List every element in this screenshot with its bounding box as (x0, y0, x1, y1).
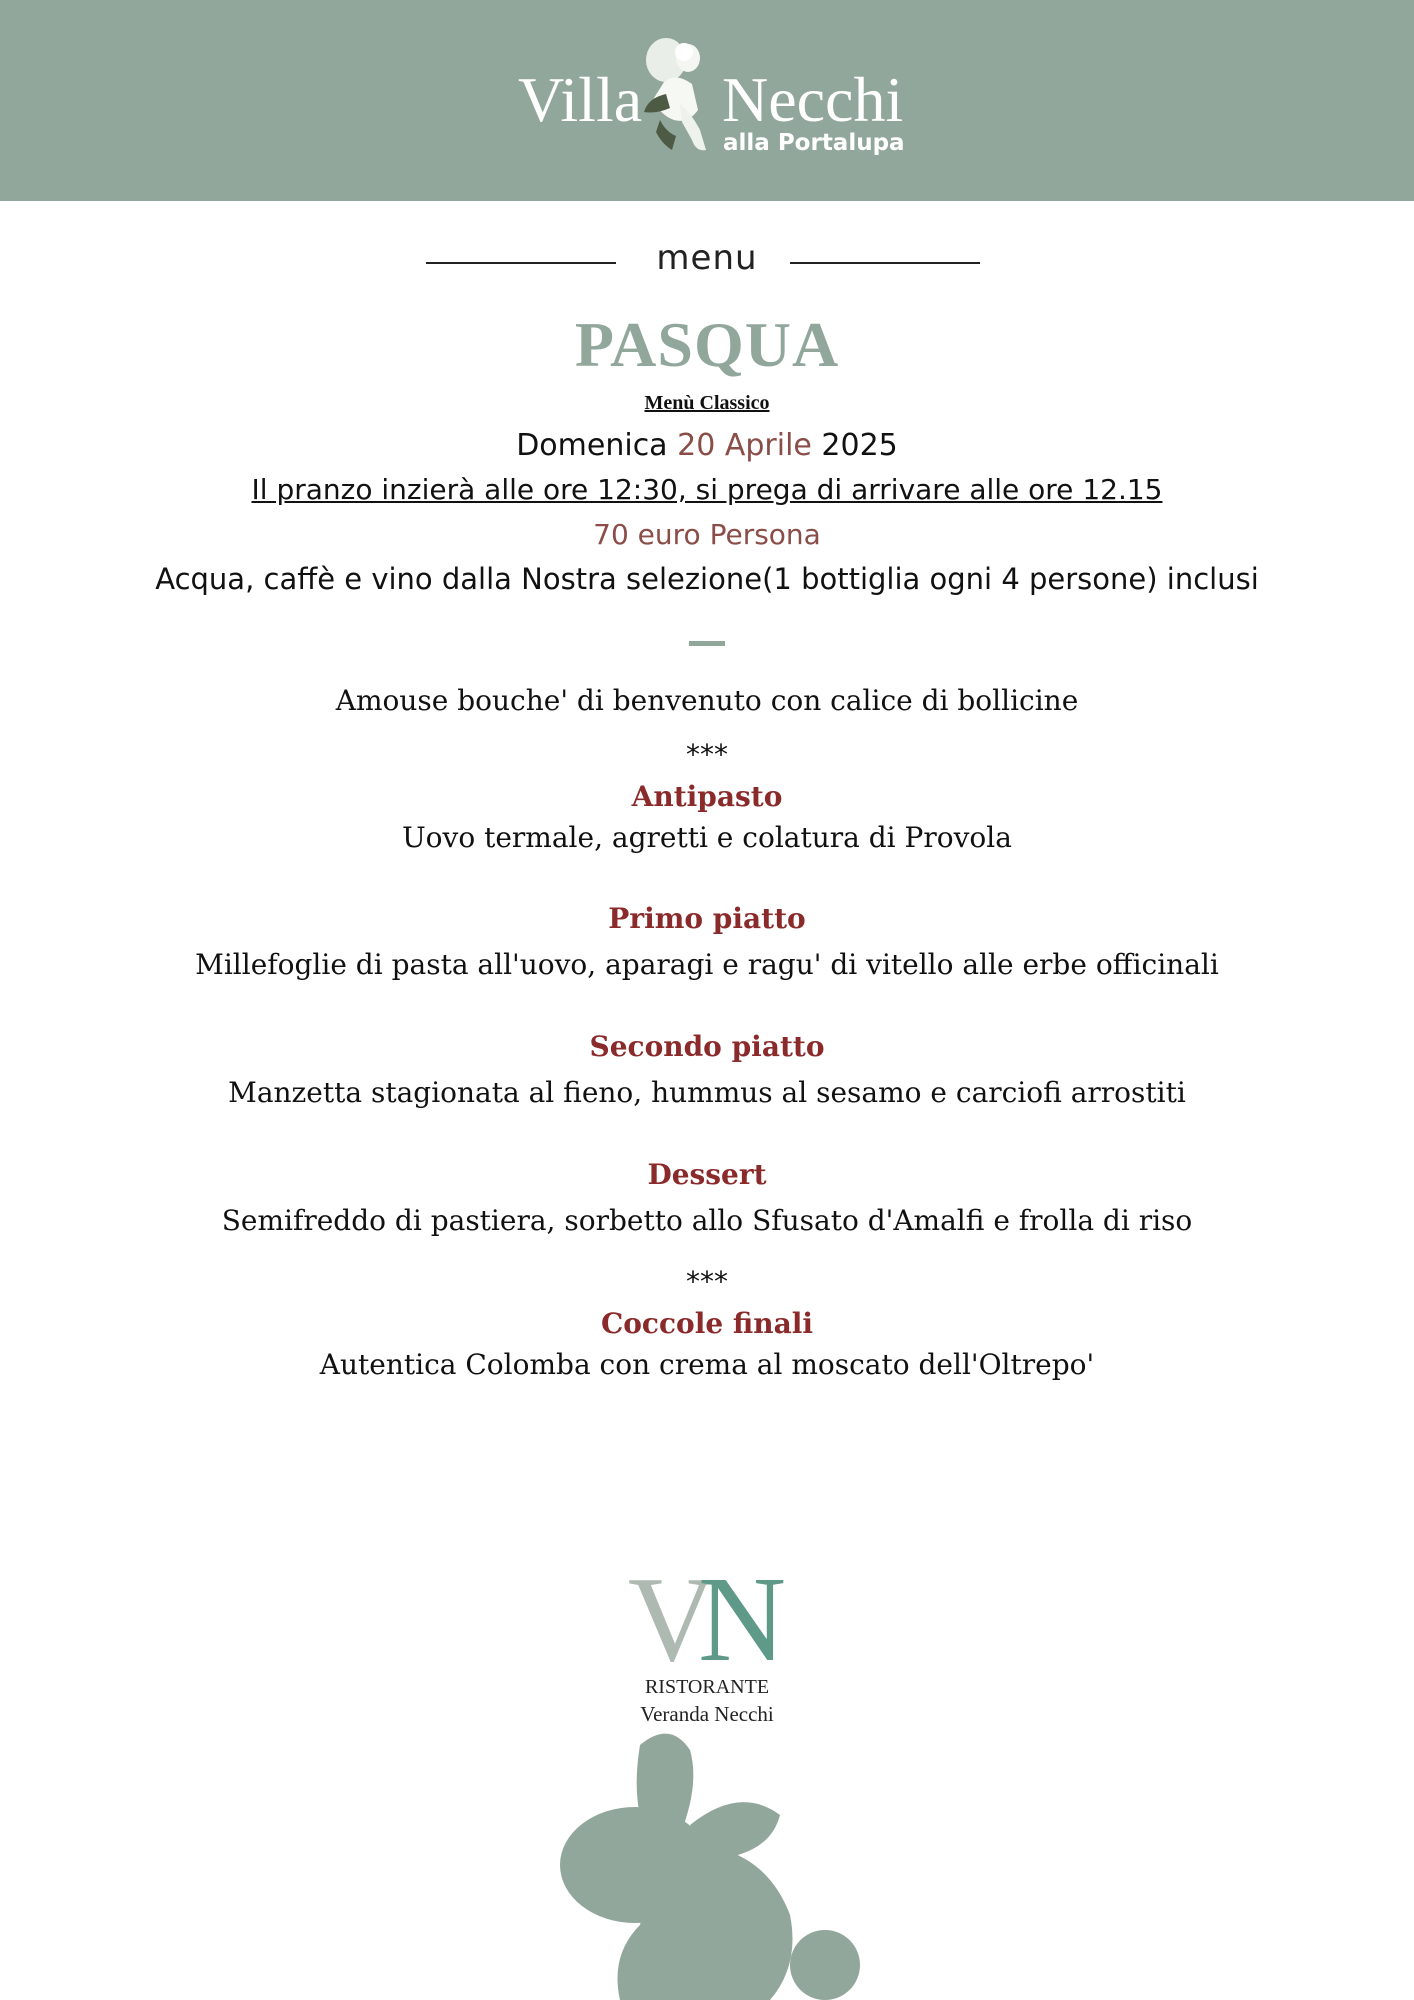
separator-stars: *** (686, 738, 728, 771)
menu-label: menu (656, 238, 758, 278)
restaurant-name: Veranda Necchi (640, 1702, 774, 1726)
time-note: Il pranzo inzierà alle ore 12:30, si prega di arrivare alle ore 12.15 (251, 473, 1163, 506)
inclusions: Acqua, caffè e vino dalla Nostra selezione(1 bottiglia ogni 4 persone) inclusi (155, 562, 1259, 596)
course-dish: Uovo termale, agretti e colatura di Provola (402, 821, 1012, 854)
monogram-v: V (627, 1552, 716, 1687)
bunny-icon (540, 1725, 870, 2000)
villa-necchi-logo (0, 32, 1414, 162)
course-dish: Semifreddo di pastiera, sorbetto allo Sfusato d'Amalfi e frolla di riso (221, 1204, 1193, 1237)
course-dish: Autentica Colomba con crema al moscato dell'Oltrepo' (319, 1348, 1095, 1381)
cherub-icon (636, 32, 718, 157)
course-category: Secondo piatto (589, 1030, 825, 1063)
course-dish: Manzetta stagionata al fieno, hummus al sesamo e carciofi arrostiti (228, 1076, 1186, 1109)
date-day: Domenica (516, 428, 668, 463)
course-category: Primo piatto (608, 902, 806, 935)
welcome-item: Amouse bouche' di benvenuto con calice di bollicine (335, 684, 1079, 717)
logo-text-villa: Villa (518, 64, 643, 135)
course-category: Dessert (647, 1158, 767, 1191)
course-category: Antipasto (631, 780, 783, 813)
menu-subtitle: Menù Classico (644, 392, 770, 414)
logo-text-necchi: Necchi (722, 64, 904, 135)
separator-stars: *** (686, 1265, 728, 1298)
divider-dash (689, 641, 725, 646)
course-category: Coccole finali (600, 1307, 814, 1340)
price: 70 euro Persona (593, 518, 821, 551)
date-day-month: 20 Aprile (677, 428, 812, 463)
course-dish: Millefoglie di pasta all'uovo, aparagi e ragu' di vitello alle erbe officinali (195, 948, 1219, 981)
menu-rule-right (790, 262, 980, 264)
monogram-n: N (698, 1552, 787, 1687)
header-banner (0, 0, 1414, 201)
restaurant-label: RISTORANTE (644, 1676, 770, 1698)
logo-subtext: alla Portalupa (723, 130, 905, 156)
page-title: PASQUA (574, 309, 840, 380)
event-date (0, 428, 1414, 463)
date-year: 2025 (821, 428, 898, 463)
